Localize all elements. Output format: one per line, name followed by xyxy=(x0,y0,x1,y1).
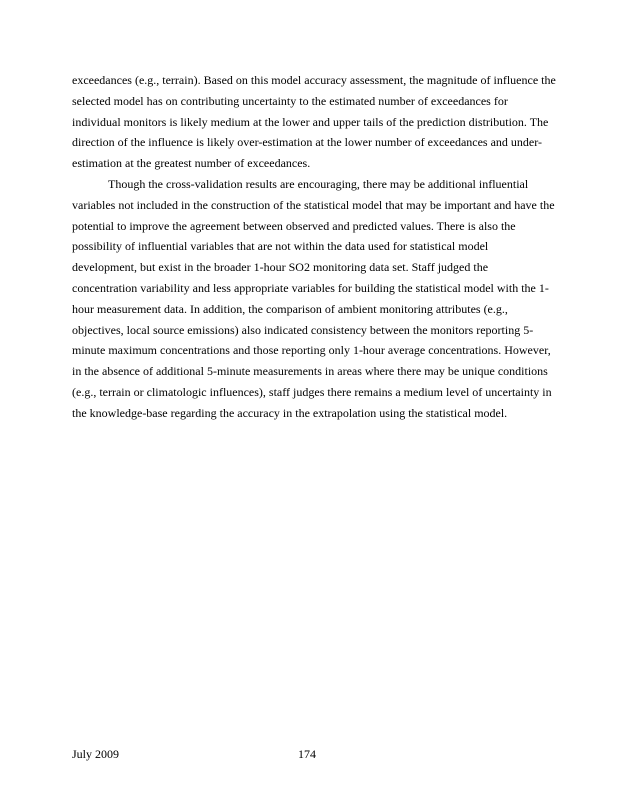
paragraph-2: Though the cross-validation results are encouraging, there may be additional influential variables not included in the construction of the statistical model that may be important and have the potential to improve the agreement between observed and predicted values. There is also the possibility of influential variables that are not within the data used for statistical model development, but exist in the broader 1-hour SO2 monitoring data set. Staff judged the concentration variability and less appropriate variables for building the statistical model with the 1-hour measurement data. In addition, the comparison of ambient monitoring attributes (e.g., objectives, local source emissions) also indicated consistency between the monitors reporting 5-minute maximum concentrations and those reporting only 1-hour average concentrations. However, in the absence of additional 5-minute measurements in areas where there may be unique conditions (e.g., terrain or climatologic influences), staff judges there remains a medium level of uncertainty in the knowledge-base regarding the accuracy in the extrapolation using the statistical model. xyxy=(72,176,555,420)
footer-date: July 2009 xyxy=(72,747,120,761)
paragraph-1: exceedances (e.g., terrain). Based on this model accuracy assessment, the magnitude of influence the selected model has on contributing uncertainty to the estimated number of exceedances for individual monitors is likely medium at the lower and upper tails of the prediction distribution. The direction of the influence is likely over-estimation at the lower number of exceedances and under-estimation at the greatest number of exceedances. xyxy=(72,73,556,171)
body-text xyxy=(72,70,556,424)
page-number: 174 xyxy=(298,747,316,761)
